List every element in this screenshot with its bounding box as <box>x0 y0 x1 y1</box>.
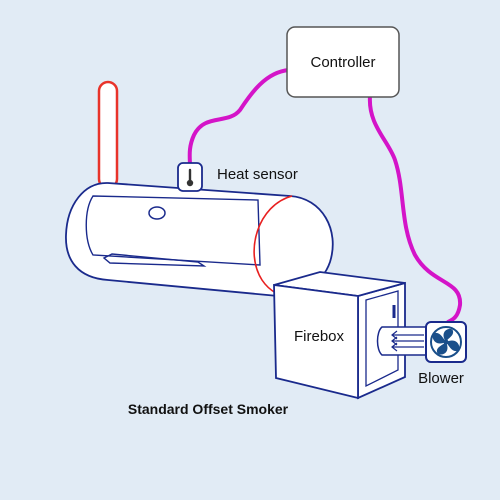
controller-label: Controller <box>310 54 376 71</box>
firebox-label: Firebox <box>293 328 345 345</box>
heat-sensor-label: Heat sensor <box>217 166 298 183</box>
blower-label: Blower <box>418 370 464 387</box>
thermometer-icon <box>178 163 202 191</box>
blower-fan-icon <box>426 322 466 362</box>
chimney <box>99 82 117 188</box>
smoker-vent <box>149 207 165 219</box>
diagram-title: Standard Offset Smoker <box>127 401 289 417</box>
wire-controller-to-sensor <box>190 70 289 166</box>
